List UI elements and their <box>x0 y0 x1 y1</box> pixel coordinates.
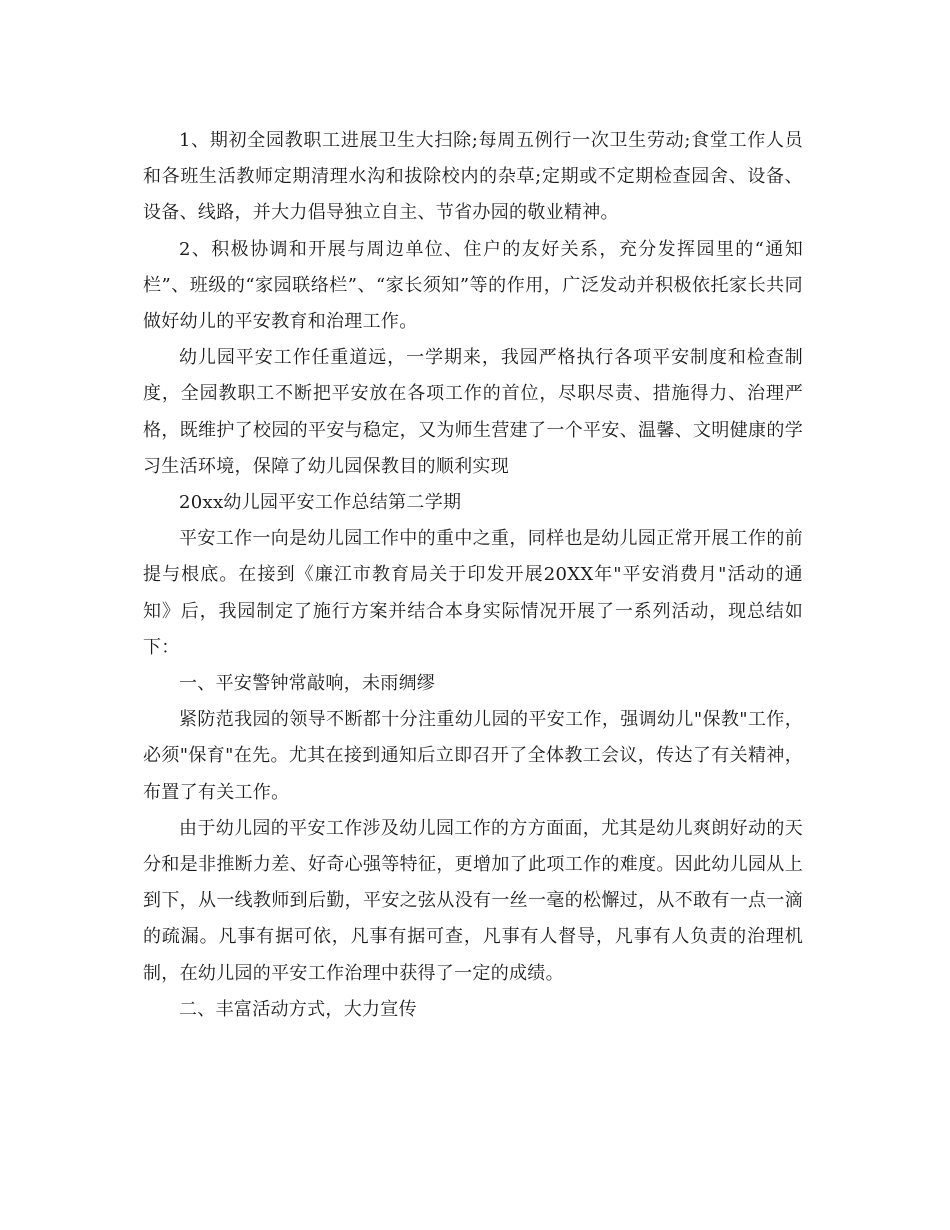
heading-section-one: 一、平安警钟常敲响，未雨绸缪 <box>179 673 436 695</box>
paragraph-introduction: 平安工作一向是幼儿园工作中的重中之重，同样也是幼儿园正常开展工作的前提与根底。在接到《廉江市教育局关于印发开展20XX年"平安消费月"活动的通知》后，我园制定了施行方案并结合本身实际情况开展了一系列活动，现总结如下： <box>143 528 803 658</box>
paragraph-safety-mechanism: 由于幼儿园的平安工作涉及幼儿园工作的方方面面，尤其是幼儿爽朗好动的天分和是非推断力差、好奇心强等特征，更增加了此项工作的难度。因此幼儿园从上到下，从一线教师到后勤，平安之弦从没有一丝一毫的松懈过，从不敢有一点一滴的疏漏。凡事有据可依，凡事有据可查，凡事有人督导，凡事有人负责的治理机制，在幼儿园的平安工作治理中获得了一定的成绩。 <box>143 817 803 984</box>
paragraph-hygiene: 1、期初全园教职工进展卫生大扫除;每周五例行一次卫生劳动;食堂工作人员和各班生活教师定期清理水沟和拔除校内的杂草;定期或不定期检查园舍、设备、设备、线路，并大力倡导独立自主、节省办园的敬业精神。 <box>143 130 803 224</box>
paragraph-leadership: 紧防范我园的领导不断都十分注重幼儿园的平安工作，强调幼儿"保教"工作，必须"保育"在先。尤其在接到通知后立即召开了全体教工会议，传达了有关精神，布置了有关工作。 <box>143 709 803 803</box>
document-body <box>143 123 803 1028</box>
paragraph-community-relations: 2、积极协调和开展与周边单位、住户的友好关系，充分发挥园里的“通知栏”、班级的“家园联络栏”、“家长须知”等的作用，广泛发动并积极依托家长共同做好幼儿的平安教育和治理工作。 <box>143 238 803 333</box>
section-title: 20xx幼儿园平安工作总结第二学期 <box>179 492 462 514</box>
heading-section-two: 二、丰富活动方式，大力宣传 <box>179 998 417 1020</box>
paragraph-semester-summary: 幼儿园平安工作任重道远，一学期来，我园严格执行各项平安制度和检查制度，全园教职工不断把平安放在各项工作的首位，尽职尽责、措施得力、治理严格，既维护了校园的平安与稳定，又为师生营建了一个平安、温馨、文明健康的学习生活环境，保障了幼儿园保教目的顺利实现 <box>143 347 803 477</box>
